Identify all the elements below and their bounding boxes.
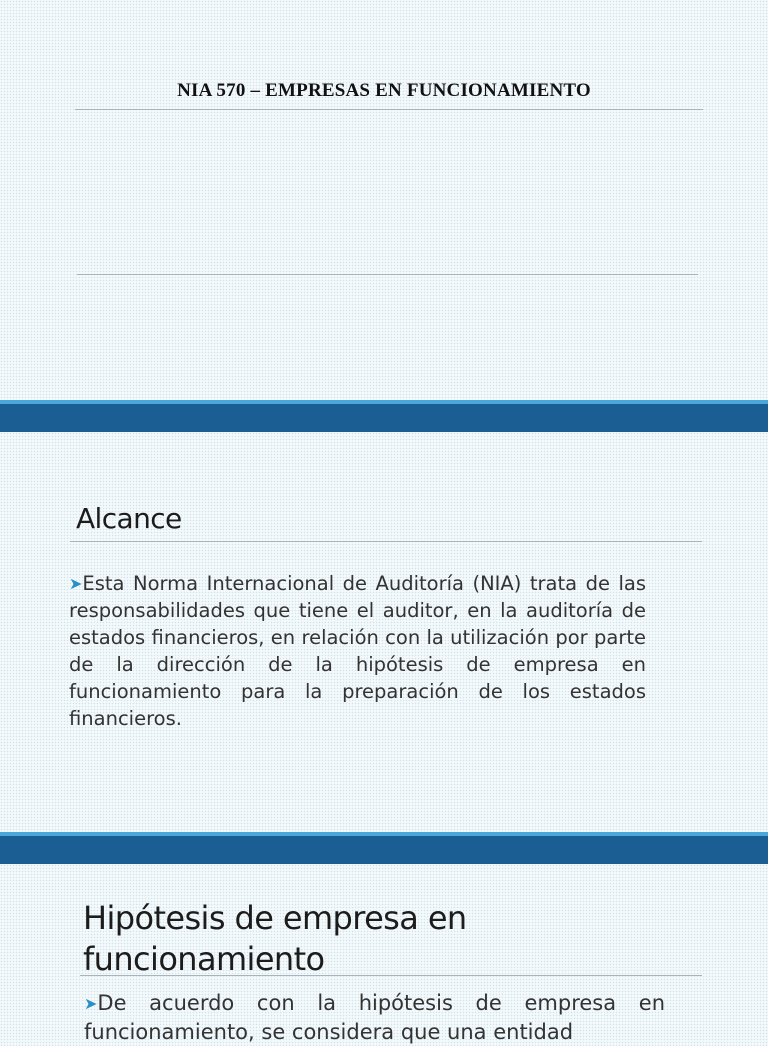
body-paragraph	[69, 570, 646, 732]
paragraph-text: De acuerdo con la hipótesis de empresa en funcionamiento, se considera que una entidad	[84, 991, 665, 1044]
section-heading: Hipótesis de empresa en funcionamiento	[83, 899, 467, 978]
heading-rule	[70, 541, 702, 542]
paragraph-text: Esta Norma Internacional de Auditoría (NIA) trata de las responsabilidades que tiene el auditor, en la auditoría de estados financieros, en relación con la utilización por parte de la dirección de la hipótesis de empresa en funcionamiento para la preparación de los estados financieros.	[69, 572, 646, 730]
title-rule-bottom	[77, 274, 698, 275]
body-paragraph	[84, 989, 665, 1046]
arrow-bullet-icon: ➤	[69, 574, 83, 593]
document-title: NIA 570 – EMPRESAS EN FUNCIONAMIENTO	[177, 80, 591, 101]
heading-rule	[80, 975, 702, 976]
title-rule-top	[75, 109, 703, 110]
slide-title	[0, 0, 768, 400]
slide-divider-bar	[0, 400, 768, 432]
arrow-bullet-icon: ➤	[84, 994, 98, 1013]
slide-hipotesis	[0, 864, 768, 1044]
section-heading: Alcance	[76, 502, 182, 535]
slide-divider-bar	[0, 832, 768, 864]
slide-alcance	[0, 432, 768, 832]
